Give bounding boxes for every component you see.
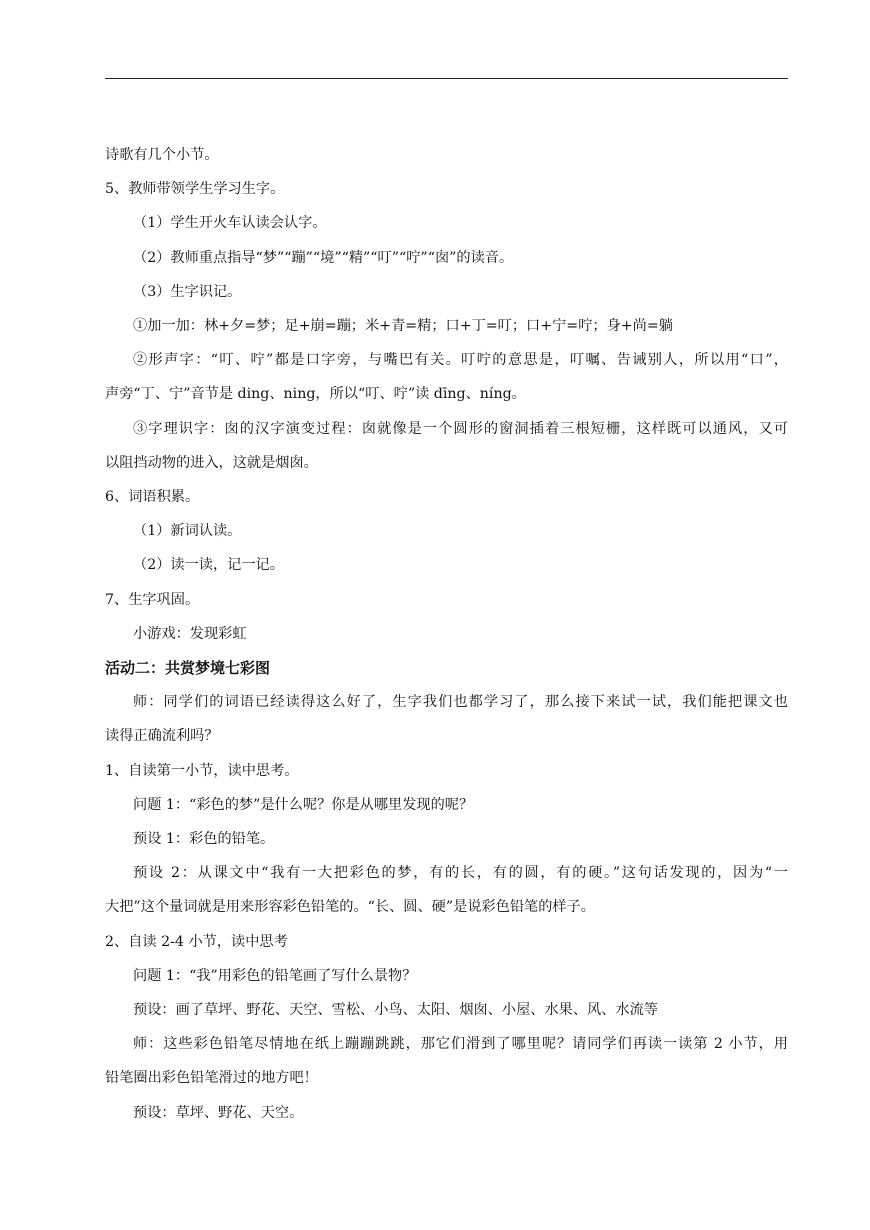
header-rule	[105, 78, 788, 79]
question-line: 问题 1：“我”用彩色的铅笔画了写什么景物？	[133, 967, 417, 984]
preset-line: 预设 2：从课文中“我有一大把彩色的梦，有的长，有的圆，有的硬。”这句话发现的，因为“一	[133, 865, 788, 882]
teacher-line-continued: 铅笔圈出彩色铅笔滑过的地方吧！	[105, 1070, 318, 1087]
activity-heading: 活动二：共赏梦境七彩图	[105, 659, 271, 678]
sub-item: （1）学生开火车认读会认字。	[133, 215, 327, 232]
method-item: ①加一加：林+夕=梦；足+崩=蹦；米+青=精；口+丁=叮；口+宁=咛；身+尚=躺	[133, 318, 673, 335]
step-heading: 6、词语积累。	[105, 489, 200, 506]
step-heading: 7、生字巩固。	[105, 591, 200, 608]
question-line: 问题 1：“彩色的梦”是什么呢？你是从哪里发现的呢？	[133, 796, 474, 813]
step-heading: 2、自读 2-4 小节，读中思考	[105, 933, 288, 950]
preset-line: 预设：草坪、野花、天空。	[133, 1104, 304, 1121]
teacher-line: 师：这些彩色铅笔尽情地在纸上蹦蹦跳跳，那它们滑到了哪里呢？请同学们再读一读第 2 小节，用	[133, 1036, 788, 1053]
teacher-line-continued: 读得正确流利吗？	[105, 728, 219, 745]
sub-item: （2）教师重点指导“梦”“蹦”“境”“精”“叮”“咛”“囱”的读音。	[133, 249, 514, 266]
document-body	[105, 138, 788, 1130]
step-heading: 1、自读第一小节，读中思考。	[105, 762, 299, 779]
preset-line: 预设：画了草坪、野花、天空、雪松、小鸟、太阳、烟囱、小屋、水果、风、水流等	[133, 1002, 658, 1019]
step-heading: 5、教师带领学生学习生字。	[105, 181, 285, 198]
text-line: 诗歌有几个小节。	[105, 147, 219, 163]
method-item-continued: 以阻挡动物的进入，这就是烟囱。	[105, 454, 318, 471]
sub-item: （1）新词认读。	[133, 523, 242, 540]
preset-line-continued: 大把”这个量词就是用来形容彩色铅笔的。“长、圆、硬”是说彩色铅笔的样子。	[105, 899, 595, 916]
method-item: ③字理识字：囱的汉字演变过程：囱就像是一个圆形的窗洞插着三根短栅，这样既可以通风，又可	[133, 420, 788, 437]
preset-line: 预设 1：彩色的铅笔。	[133, 831, 275, 848]
sub-item: （3）生字识记。	[133, 283, 242, 300]
sub-item: （2）读一读，记一记。	[133, 557, 284, 574]
sub-item: 小游戏：发现彩虹	[133, 625, 247, 642]
teacher-line: 师：同学们的词语已经读得这么好了，生字我们也都学习了，那么接下来试一试，我们能把课文也	[133, 694, 788, 711]
method-item-continued: 声旁“丁、宁”音节是 ding、ning，所以“叮、咛”读 dīng、níng。	[105, 386, 526, 403]
method-item: ②形声字：“叮、咛”都是口字旁，与嘴巴有关。叮咛的意思是，叮嘱、告诫别人，所以用“口”，	[133, 352, 788, 369]
